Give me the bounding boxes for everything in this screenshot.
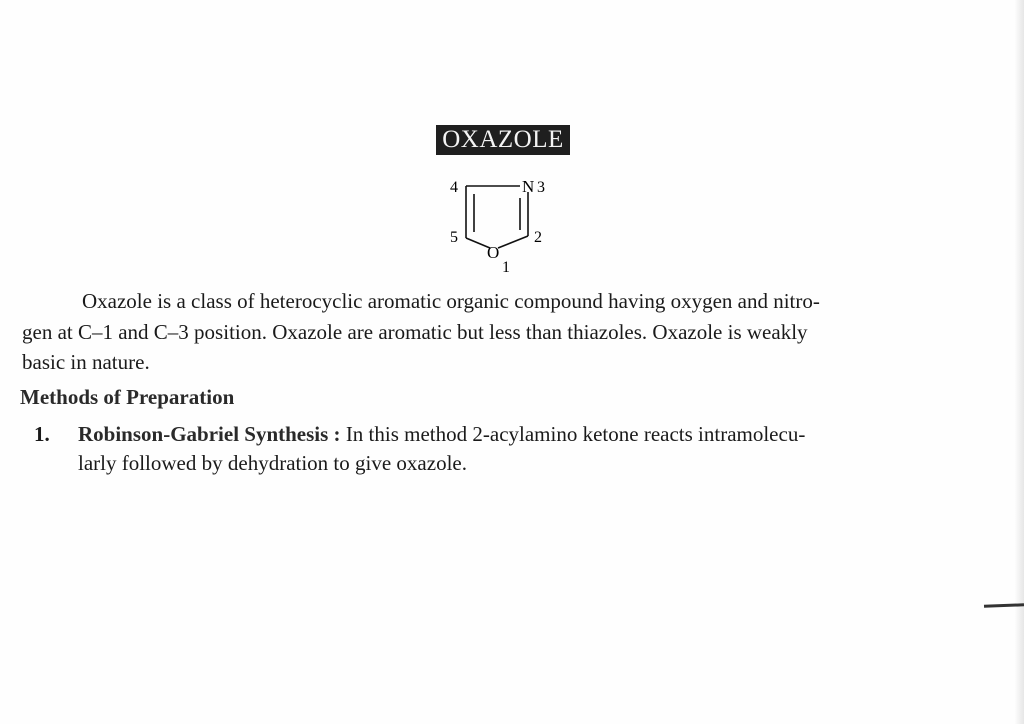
intro-line-1: Oxazole is a class of heterocyclic aromatic organic compound having oxygen and nitro- xyxy=(82,289,820,313)
intro-line-3: basic in nature. xyxy=(22,350,150,374)
atom-label-4: 4 xyxy=(450,179,458,196)
atom-label-3: 3 xyxy=(537,179,545,196)
section-heading: Methods of Preparation xyxy=(20,385,235,409)
list-item-line-1 xyxy=(78,420,805,448)
atom-label-n: N xyxy=(522,177,535,196)
page-title: OXAZOLE xyxy=(436,125,570,155)
atom-label-2: 2 xyxy=(534,229,542,246)
atom-label-1: 1 xyxy=(502,259,510,276)
list-item-text: In this method 2-acylamino ketone reacts intramolecu- xyxy=(345,422,806,446)
list-item-number: 1. xyxy=(34,422,50,446)
atom-label-o: O xyxy=(487,243,500,262)
oxazole-structure-diagram xyxy=(440,170,560,280)
list-item-line-2: larly followed by dehydration to give oxazole. xyxy=(78,451,467,475)
list-item-term: Robinson-Gabriel Synthesis : xyxy=(78,422,341,446)
intro-line-2: gen at C–1 and C–3 position. Oxazole are aromatic but less than thiazoles. Oxazole is weakly xyxy=(22,320,808,344)
bond-o1-c2 xyxy=(498,236,528,248)
page-edge-shadow xyxy=(1014,0,1024,724)
atom-label-5: 5 xyxy=(450,229,458,246)
